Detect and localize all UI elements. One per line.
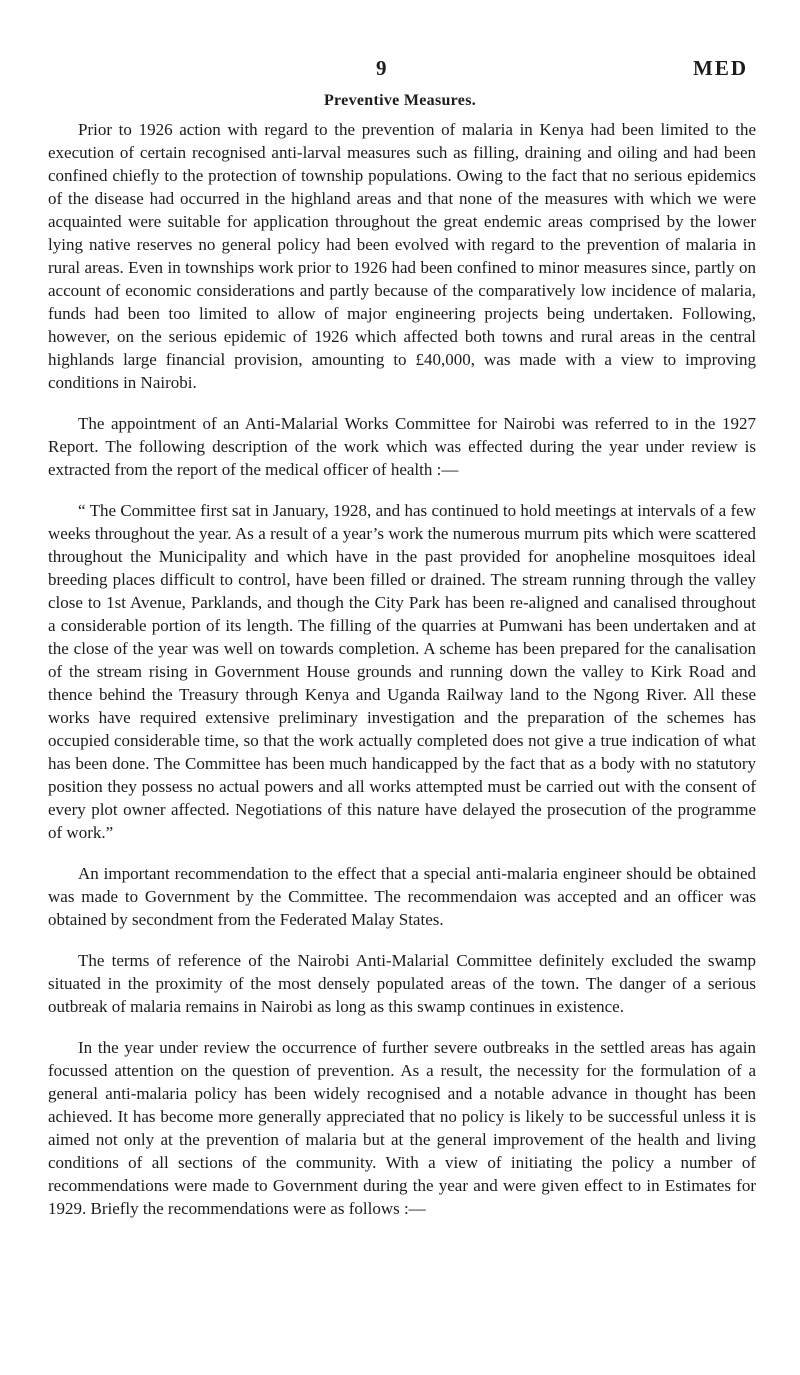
- paragraph-policy-recommendations: In the year under review the occurrence of further severe outbreaks in the settled areas has again focussed attention on the question of prevention. As a result, the necessity for the formulation of a general anti-malaria policy has been widely recognised and a notable advance in thought has been achieved. It has become more generally appreciated that no policy is likely to be successful unless it is aimed not only at the prevention of malaria but at the general improvement of the health and living conditions of all sections of the community. With a view of initiating the policy a number of recommendations were made to Government during the year and were given effect to in Estimates for 1929. Briefly the recommendations were as follows :—: [48, 1038, 756, 1218]
- section-heading: Preventive Measures.: [323, 92, 477, 109]
- paragraph-prior-to-1926: Prior to 1926 action with regard to the prevention of malaria in Kenya had been limited to the execution of certain recognised anti-larval measures such as filling, draining and oiling and had been confined chiefly to the protection of township populations. Owing to the fact that no serious epidemics of the disease had occurred in the highland areas and that none of the measures with which we were acquainted were suitable for application throughout the great endemic areas comprised by the lower lying native reserves no general policy had been evolved with regard to the prevention of malaria in rural areas. Even in townships work prior to 1926 had been confined to minor measures since, partly on account of economic considerations and partly because of the comparatively low incidence of malaria, funds had been too limited to allow of major engineering projects being undertaken. Following, however, on the serious epidemic of 1926 which affected both towns and rural areas in the central highlands large financial provision, amounting to £40,000, was made with a view to improving conditions in Nairobi.: [48, 120, 756, 392]
- paragraph-swamp-exclusion: The terms of reference of the Nairobi Anti-Malarial Committee definitely excluded the swamp situated in the proximity of the most densely populated areas of the town. The danger of a serious outbreak of malaria remains in Nairobi as long as this swamp continues in existence.: [48, 951, 756, 1016]
- body-text: [48, 118, 756, 1238]
- paragraph-quoted-report: “ The Committee first sat in January, 1928, and has continued to hold meetings at intervals of a few weeks throughout the year. As a result of a year’s work the numerous murrum pits which were scattered throughout the Municipality and which have in the past provided for anopheline mosquitoes ideal breeding places difficult to control, have been filled or drained. The stream running through the valley close to 1st Avenue, Parklands, and though the City Park has been re-aligned and canalised throughout a considerable portion of its length. The filling of the quarries at Pumwani has been undertaken and at the close of the year was well on towards completion. A scheme has been prepared for the canalisation of the stream rising in Government House grounds and running down the valley to Kirk Road and thence behind the Treasury through Kenya and Uganda Railway land to the Ngong River. All these works have required extensive preliminary investigation and the preparation of the schemes has occupied considerable time, so that the work actually completed does not give a true indication of what has been done. The Committee has been much handicapped by the fact that as a body with no statutory position they possess no actual powers and all works attempted must be carried out with the consent of every plot owner affected. Negotiations of this nature have delayed the prosecution of the programme of work.”: [48, 501, 756, 842]
- paragraph-engineer-recommendation: An important recommendation to the effect that a special anti-malaria engineer should be obtained was made to Government by the Committee. The recommendaion was accepted and an officer was obtained by secondment from the Federated Malay States.: [48, 864, 756, 929]
- section-mark: MED: [693, 56, 748, 80]
- page-number: 9: [376, 56, 387, 80]
- paragraph-committee-appointment: The appointment of an Anti-Malarial Works Committee for Nairobi was referred to in the 1927 Report. The following description of the work which was effected during the year under review is extracted from the report of the medical officer of health :—: [48, 414, 756, 479]
- running-header: [0, 56, 800, 86]
